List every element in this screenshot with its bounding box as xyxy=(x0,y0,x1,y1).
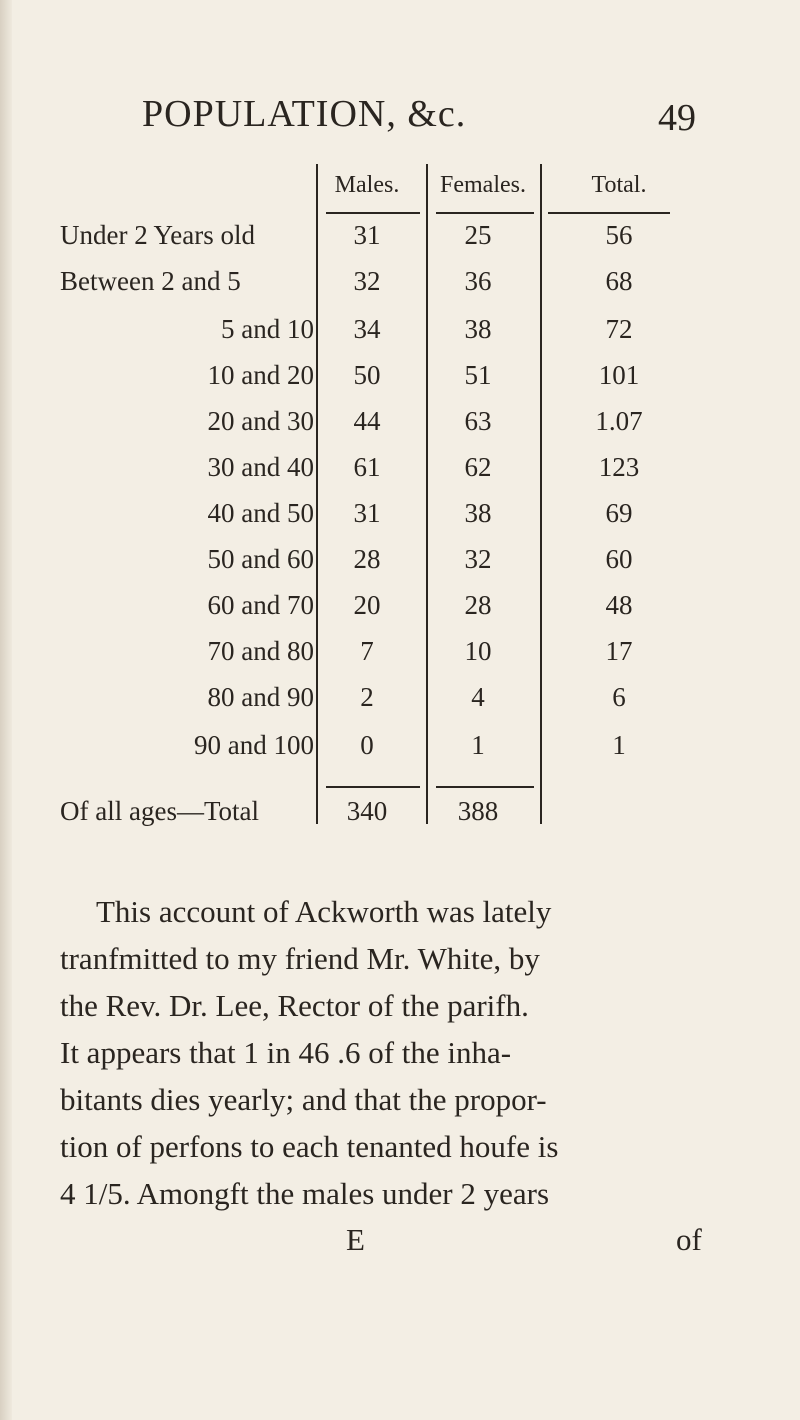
table-row xyxy=(0,590,800,636)
total-value: 68 xyxy=(605,266,633,296)
females-value: 1 xyxy=(471,730,485,760)
males-value: 44 xyxy=(353,406,381,436)
table-row xyxy=(0,220,800,266)
total-value: 69 xyxy=(605,498,633,528)
table-total-row xyxy=(0,796,800,842)
paragraph-line: This account of Ackworth was lately xyxy=(96,894,552,929)
header-rule xyxy=(548,212,670,214)
catchword: of xyxy=(676,1222,702,1257)
females-value: 51 xyxy=(464,360,492,390)
column-header-total: Total. xyxy=(591,172,647,198)
header-rule xyxy=(436,212,534,214)
males-value: 28 xyxy=(353,544,381,574)
table-row xyxy=(0,360,800,406)
females-value: 25 xyxy=(464,220,492,250)
table-row xyxy=(0,406,800,452)
row-label: 30 and 40 xyxy=(207,452,314,482)
table-row xyxy=(0,682,800,728)
paragraph-line: tion of perfons to each tenanted houfe is xyxy=(60,1129,559,1164)
total-value: 17 xyxy=(605,636,633,666)
paragraph-line: the Rev. Dr. Lee, Rector of the parifh. xyxy=(60,988,529,1023)
females-value: 38 xyxy=(464,498,492,528)
males-value: 20 xyxy=(353,590,381,620)
males-value: 31 xyxy=(353,220,381,250)
males-total: 340 xyxy=(346,796,388,826)
page-number: 49 xyxy=(658,97,696,139)
females-value: 38 xyxy=(464,314,492,344)
total-value: 1 xyxy=(612,730,626,760)
total-value: 72 xyxy=(605,314,633,344)
total-value: 48 xyxy=(605,590,633,620)
column-header-females: Females. xyxy=(440,172,526,198)
table-row xyxy=(0,452,800,498)
paragraph-line: It appears that 1 in 46 .6 of the inha- xyxy=(60,1035,512,1070)
total-rule xyxy=(436,786,534,788)
table-row xyxy=(0,314,800,360)
females-value: 62 xyxy=(464,452,492,482)
paragraph-line: bitants dies yearly; and that the propor- xyxy=(60,1082,547,1117)
table-row xyxy=(0,730,800,776)
signature-mark: E xyxy=(346,1222,365,1257)
total-value: 6 xyxy=(612,682,626,712)
males-value: 61 xyxy=(353,452,381,482)
total-value: 60 xyxy=(605,544,633,574)
table-row xyxy=(0,544,800,590)
males-value: 0 xyxy=(360,730,374,760)
header-rule xyxy=(326,212,420,214)
total-row-label: Of all ages—Total xyxy=(60,796,260,826)
row-label: 90 and 100 xyxy=(194,730,314,760)
females-value: 63 xyxy=(464,406,492,436)
total-rule xyxy=(326,786,420,788)
table-row xyxy=(0,636,800,682)
females-value: 36 xyxy=(464,266,492,296)
body-paragraph xyxy=(60,888,750,1217)
running-head: POPULATION, &c. xyxy=(142,93,467,135)
row-label: 60 and 70 xyxy=(207,590,314,620)
total-value: 101 xyxy=(598,360,640,390)
paragraph-line: 4 1/5. Amongft the males under 2 years xyxy=(60,1176,550,1211)
females-value: 10 xyxy=(464,636,492,666)
row-label: 70 and 80 xyxy=(207,636,314,666)
row-label: 80 and 90 xyxy=(207,682,314,712)
females-value: 28 xyxy=(464,590,492,620)
row-label: 20 and 30 xyxy=(207,406,314,436)
males-value: 32 xyxy=(353,266,381,296)
males-value: 31 xyxy=(353,498,381,528)
table-row xyxy=(0,498,800,544)
total-value: 123 xyxy=(598,452,640,482)
page-header xyxy=(0,92,800,152)
row-label: Between 2 and 5 xyxy=(60,266,241,296)
total-value: 1.07 xyxy=(595,406,643,436)
females-value: 32 xyxy=(464,544,492,574)
males-value: 50 xyxy=(353,360,381,390)
females-value: 4 xyxy=(471,682,485,712)
row-label: 50 and 60 xyxy=(207,544,314,574)
row-label: 40 and 50 xyxy=(207,498,314,528)
column-header-males: Males. xyxy=(334,172,400,198)
males-value: 2 xyxy=(360,682,374,712)
row-label: Under 2 Years old xyxy=(60,220,255,250)
table-row xyxy=(0,266,800,312)
females-total: 388 xyxy=(457,796,499,826)
row-label: 5 and 10 xyxy=(221,314,314,344)
row-label: 10 and 20 xyxy=(207,360,314,390)
population-table xyxy=(0,150,800,710)
males-value: 34 xyxy=(353,314,381,344)
total-value: 56 xyxy=(605,220,633,250)
paragraph-line: tranfmitted to my friend Mr. White, by xyxy=(60,941,540,976)
males-value: 7 xyxy=(360,636,374,666)
